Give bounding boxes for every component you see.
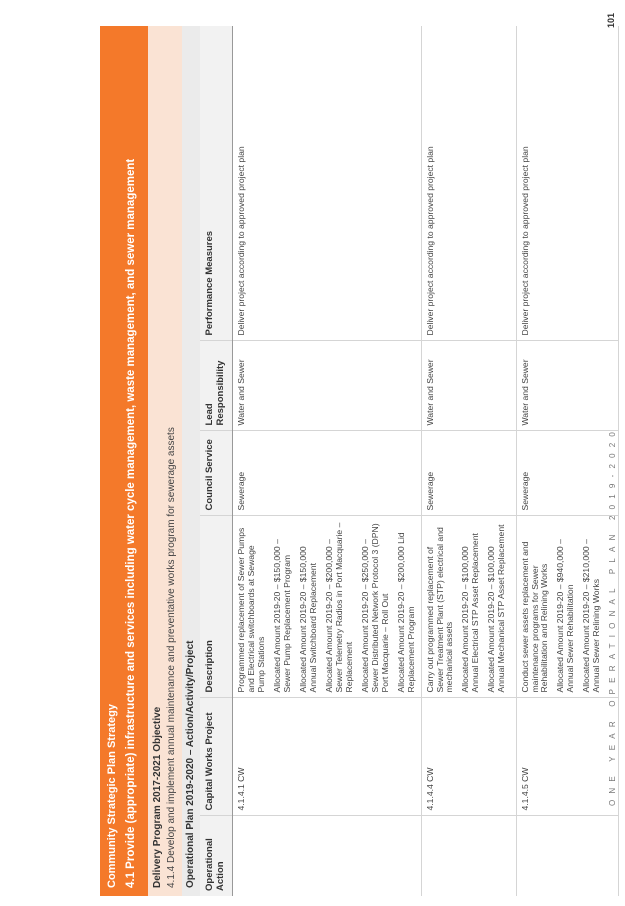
operational-action-cell [233,816,422,896]
table-row [421,26,516,896]
measure-cell: Deliver project according to approved project plan [421,26,516,341]
operational-plan-band [182,26,200,896]
description-line: Allocated Amount 2019-20 – $150,000 Annual Switchboard Replacement [297,546,318,693]
description-line: Allocated Amount 2019-20 – $100,000 Annual Electrical STP Asset Replacement [460,533,481,693]
strategy-banner [100,26,148,896]
column-header: Operational Action [200,816,233,896]
strategy-label: Community Strategic Plan Strategy [106,704,118,888]
delivery-program-band [148,26,182,896]
project-cell: 4.1.4.4 CW [421,698,516,816]
description-line: Conduct sewer assets replacement and maintenance programs for Sewer Rehabilitation and Relining Works [519,541,550,693]
column-header: Description [200,516,233,698]
measure-cell: Deliver project according to approved project plan [516,26,618,341]
operational-plan-title: Operational Plan 2019-2020 – Action/Activity/Project [185,640,196,888]
delivery-program-title: Delivery Program 2017-2021 Objective [152,706,163,888]
footer-running-title: ONE YEAR OPERATIONAL PLAN 2019-2020 [608,425,617,806]
description-line: Allocated Amount 2019-20 – $200,000 Lid Replacement Program [395,532,416,693]
column-header: Council Service [200,431,233,516]
service-cell: Sewerage [421,431,516,516]
description-line: Allocated Amount 2019-20 – $150,000 – Sewer Pump Replacement Program [271,539,292,693]
operational-action-cell [421,816,516,896]
table-row [233,26,422,896]
service-cell: Sewerage [233,431,422,516]
operational-action-cell [516,816,618,896]
description-cell [421,516,516,698]
actions-table [200,26,619,896]
project-cell: 4.1.4.5 CW [516,698,618,816]
description-line: Programmed replacement of Sewer Pumps and Electrical switchboards at Sewage Pump Stations [236,527,266,693]
table-row [516,26,618,896]
service-cell: Sewerage [516,431,618,516]
column-header: Performance Measures [200,26,233,341]
lead-cell: Water and Sewer [516,341,618,431]
description-line: Allocated Amount 2019-20 – $200,000 – Sewer Telemetry Radios in Port Macquarie – Replacement [323,522,354,693]
column-header: Capital Works Project [200,698,233,816]
column-header: Lead Responsibility [200,341,233,431]
description-line: Allocated Amount 2019-20 – $250,000 – Sewer Distributed Network Protocol 3 (DPN) Port Macquarie – Roll Out [359,523,390,693]
description-line: Allocated Amount 2019-20 – $100,000 Annual Mechanical STP Asset Replacement [486,524,507,693]
description-line: Allocated Amount 2019-20 – $940,000 – Annual Sewer Rehabilitation [555,539,576,693]
measure-cell: Deliver project according to approved project plan [233,26,422,341]
description-cell [233,516,422,698]
lead-cell: Water and Sewer [421,341,516,431]
delivery-objective: 4.1.4 Develop and implement annual maintenance and preventative works program for sewerage assets [166,427,177,888]
strategy-goal: 4.1 Provide (appropriate) infrastructure and services including water cycle management, waste management, and sewer management [125,158,137,888]
lead-cell: Water and Sewer [233,341,422,431]
project-cell: 4.1.4.1 CW [233,698,422,816]
page-number: 101 [606,12,616,28]
table-header-row [200,26,233,896]
description-line: Carry out programmed replacement of Sewer Treatment Plant (STP) electrical and mechanical assets [424,527,455,693]
description-cell [516,516,618,698]
description-line: Allocated Amount 2019-20 – $210,000 – Annual Sewer Relining Works [581,539,602,693]
